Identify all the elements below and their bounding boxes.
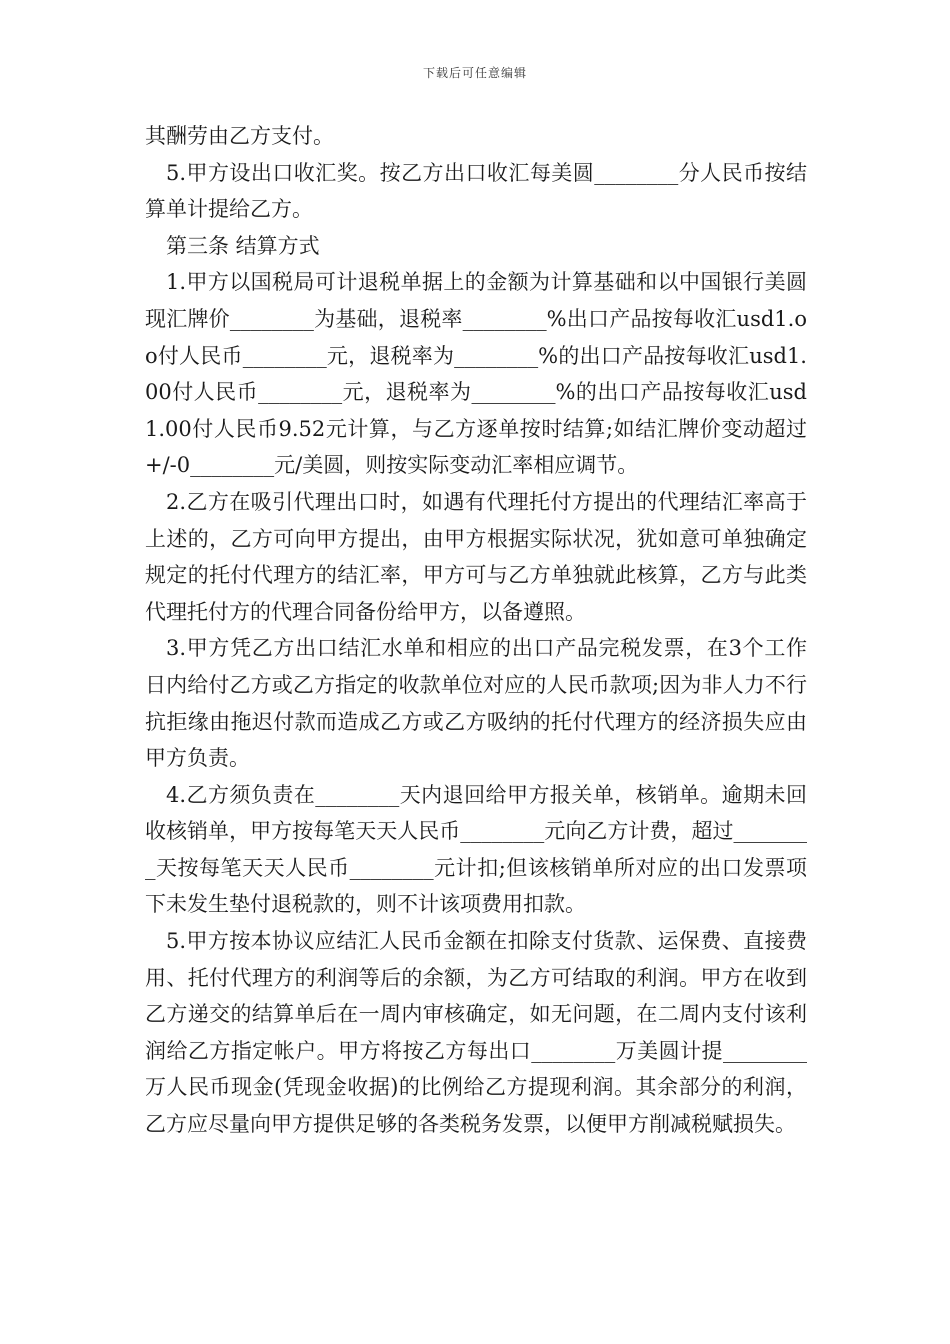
paragraph-clause-1: 1.甲方以国税局可计退税单据上的金额为计算基础和以中国银行美圆现汇牌价________为基础，退税率________%出口产品按每收汇usd1.oo付人民币________元，退税率为________%的出口产品按每收汇usd1.00付人民币________元，退税率为________%的出口产品按每收汇usd1.00付人民币9.52元计算，与乙方逐单按时结算;如结汇牌价变动超过+/-0________元/美圆，则按实际变动汇率相应调节。: [145, 270, 807, 478]
section-heading-settlement: 第三条 结算方式: [166, 233, 320, 258]
paragraph-clause-4: 4.乙方须负责在________天内退回给甲方报关单，核销单。逾期未回收核销单，甲方按每笔天天人民币________元向乙方计费，超过________天按每笔天天人民币________元计扣;但该核销单所对应的出口发票项下未发生垫付退税款的，则不计该项费用扣款。: [145, 782, 807, 917]
paragraph-remuneration: 其酬劳由乙方支付。: [145, 124, 334, 148]
paragraph-clause-2: 2.乙方在吸引代理出口时，如遇有代理托付方提出的代理结汇率高于上述的，乙方可向甲方提出，由甲方根据实际状况，犹如意可单独确定规定的托付代理方的结汇率，甲方可与乙方单独就此核算，乙方与此类代理托付方的代理合同备份给甲方，以备遵照。: [145, 489, 807, 624]
paragraph-clause-3: 3.甲方凭乙方出口结汇水单和相应的出口产品完税发票，在3个工作日内给付乙方或乙方指定的收款单位对应的人民币款项;因为非人力不行抗拒缘由拖迟付款而造成乙方或乙方吸纳的托付代理方的经济损失应由甲方负责。: [145, 636, 807, 771]
document-body: [145, 118, 807, 1143]
page-header-note: 下载后可任意编辑: [422, 66, 527, 80]
paragraph-clause-5: 5.甲方按本协议应结汇人民币金额在扣除支付货款、运保费、直接费用、托付代理方的利润等后的余额，为乙方可结取的利润。甲方在收到乙方递交的结算单后在一周内审核确定，如无问题，在二周内支付该利润给乙方指定帐户。甲方将按乙方每出口________万美圆计提________万人民币现金(凭现金收据)的比例给乙方提现利润。其余部分的利润，乙方应尽量向甲方提供足够的各类税务发票，以便甲方削减税赋损失。: [145, 929, 807, 1137]
paragraph-export-bonus: 5.甲方设出口收汇奖。按乙方出口收汇每美圆________分人民币按结算单计提给乙方。: [145, 160, 807, 222]
